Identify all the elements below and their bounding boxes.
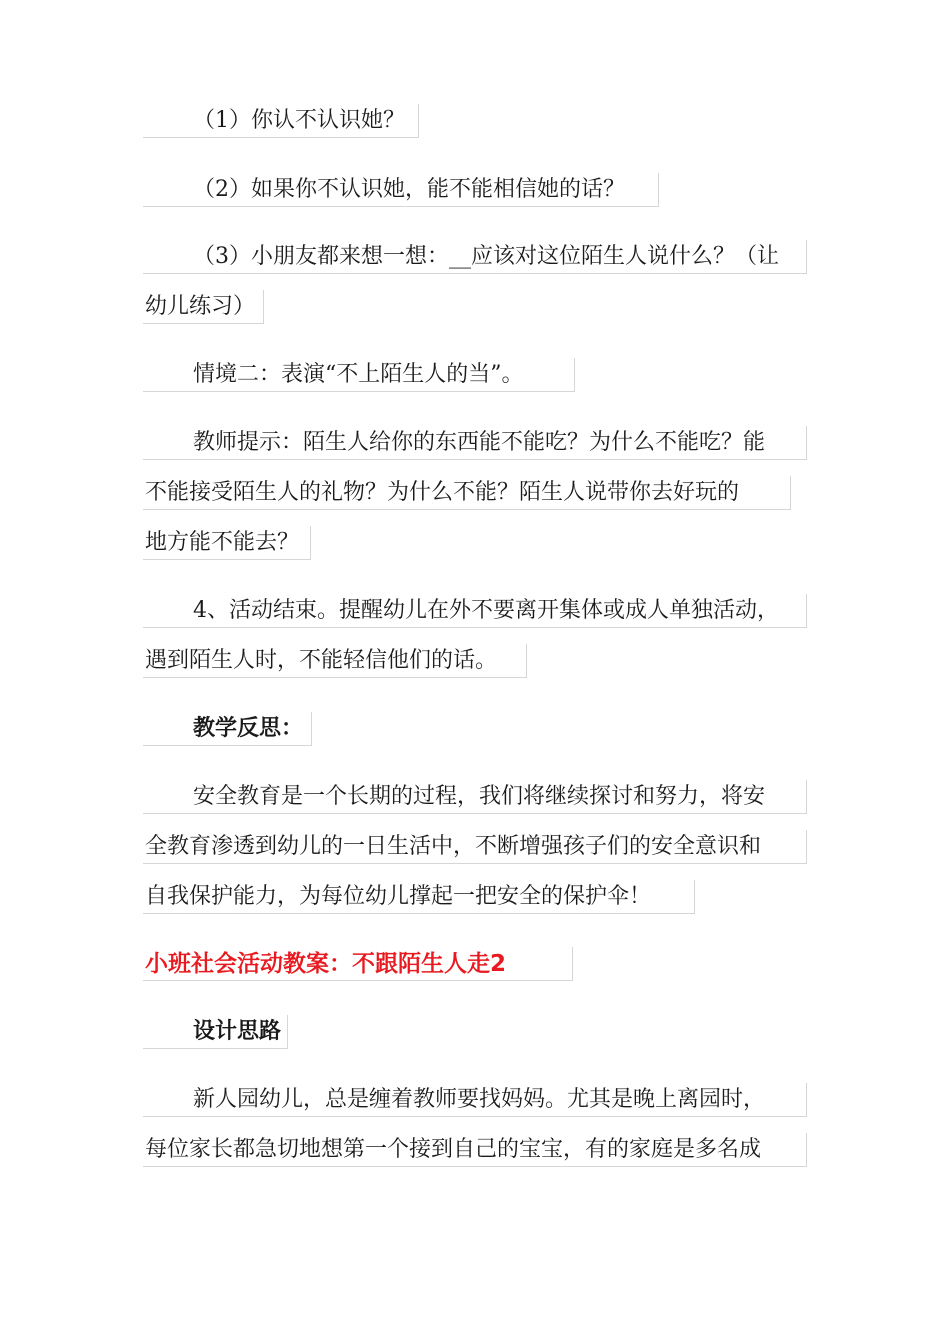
question-2: （2）如果你不认识她，能不能相信她的话？ xyxy=(143,173,659,207)
question-3-line-2: 幼儿练习） xyxy=(143,290,264,324)
scenario-two: 情境二：表演“不上陌生人的当”。 xyxy=(143,358,575,392)
teacher-prompt-line-1: 教师提示：陌生人给你的东西能不能吃？为什么不能吃？能 xyxy=(143,426,807,460)
question-3-line-1: （3）小朋友都来想一想：__应该对这位陌生人说什么？（让 xyxy=(143,240,807,274)
activity-end-line-2: 遇到陌生人时，不能轻信他们的话。 xyxy=(143,644,527,678)
section-heading: 小班社会活动教案：不跟陌生人走2 xyxy=(143,947,573,981)
reflection-line-2: 全教育渗透到幼儿的一日生活中，不断增强孩子们的安全意识和 xyxy=(143,830,807,864)
reflection-line-3: 自我保护能力，为每位幼儿撑起一把安全的保护伞！ xyxy=(143,880,695,914)
teacher-prompt-line-2: 不能接受陌生人的礼物？为什么不能？陌生人说带你去好玩的 xyxy=(143,476,791,510)
question-1: （1）你认不认识她？ xyxy=(143,104,419,138)
teacher-prompt-line-3: 地方能不能去？ xyxy=(143,526,311,560)
reflection-title: 教学反思： xyxy=(143,712,312,746)
reflection-line-1: 安全教育是一个长期的过程，我们将继续探讨和努力，将安 xyxy=(143,780,807,814)
design-ideas-line-1: 新人园幼儿，总是缠着教师要找妈妈。尤其是晚上离园时， xyxy=(143,1083,807,1117)
design-ideas-title: 设计思路 xyxy=(143,1015,288,1049)
design-ideas-line-2: 每位家长都急切地想第一个接到自己的宝宝，有的家庭是多名成 xyxy=(143,1133,807,1167)
activity-end-line-1: 4、活动结束。提醒幼儿在外不要离开集体或成人单独活动， xyxy=(143,594,807,628)
